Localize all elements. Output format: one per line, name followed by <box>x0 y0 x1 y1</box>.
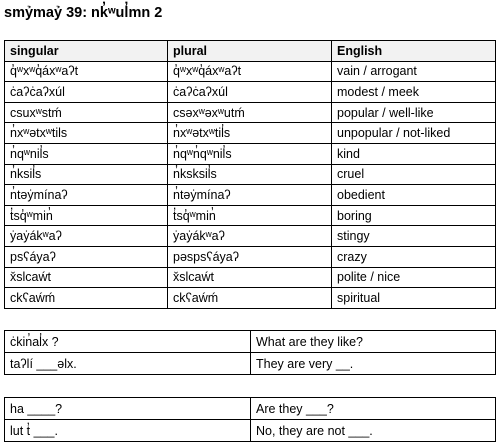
english-cell: boring <box>332 205 496 226</box>
singular-cell: psʕáyaʔ <box>5 246 168 267</box>
table-row <box>5 267 496 288</box>
phrase-row <box>5 420 496 442</box>
table-row <box>5 164 496 185</box>
header-singular: singular <box>5 41 168 62</box>
table-row <box>5 205 496 226</box>
phrase-salish-cell: taʔlí ___əlx. <box>5 353 251 375</box>
plural-cell: csəxʷəxʷutḿ <box>168 102 332 123</box>
phrase-english-cell: Are they ___? <box>251 398 496 420</box>
plural-cell: ckʕaẃḿ <box>168 288 332 309</box>
phrase-salish-cell: ha ____? <box>5 398 251 420</box>
plural-cell: ẏaẏákʷaʔ <box>168 226 332 247</box>
page-title: smỷmaỷ 39: nk̓ʷul̓mn 2 <box>4 5 163 21</box>
phrase-row <box>5 331 496 353</box>
phrase-english-cell: What are they like? <box>251 331 496 353</box>
phrase-row <box>5 353 496 375</box>
plural-cell: n̓ksksil̓s <box>168 164 332 185</box>
plural-cell: x̌slcaẃt <box>168 267 332 288</box>
singular-cell: x̌slcaẃt <box>5 267 168 288</box>
phrase-salish-cell: ċkin̓al̓x ? <box>5 331 251 353</box>
table-row <box>5 185 496 206</box>
table-row <box>5 123 496 144</box>
table-row <box>5 82 496 103</box>
english-cell: spiritual <box>332 288 496 309</box>
english-cell: popular / well-like <box>332 102 496 123</box>
english-cell: unpopular / not-liked <box>332 123 496 144</box>
english-cell: kind <box>332 143 496 164</box>
phrase-english-cell: They are very __. <box>251 353 496 375</box>
plural-cell: pəspsʕáyaʔ <box>168 246 332 267</box>
english-cell: cruel <box>332 164 496 185</box>
english-cell: stingy <box>332 226 496 247</box>
english-cell: vain / arrogant <box>332 61 496 82</box>
table-row <box>5 226 496 247</box>
phrase-salish-cell: lut t̓ ___. <box>5 420 251 442</box>
singular-cell: n̓xʷətxʷtils <box>5 123 168 144</box>
phrase-row <box>5 398 496 420</box>
english-cell: polite / nice <box>332 267 496 288</box>
plural-cell: ċaʔċaʔxúl <box>168 82 332 103</box>
singular-cell: n̓təẏmínaʔ <box>5 185 168 206</box>
english-cell: obedient <box>332 185 496 206</box>
plural-cell: q̓ʷxʷq̓áxʷaʔt <box>168 61 332 82</box>
vocabulary-table <box>4 40 496 309</box>
yes-no-phrase-table <box>4 397 496 442</box>
singular-cell: ckʕaẃḿ <box>5 288 168 309</box>
table-header-row <box>5 41 496 62</box>
singular-cell: q̓ʷxʷq̓áxʷaʔt <box>5 61 168 82</box>
singular-cell: ẏaẏákʷaʔ <box>5 226 168 247</box>
table-row <box>5 288 496 309</box>
english-cell: modest / meek <box>332 82 496 103</box>
table-row <box>5 102 496 123</box>
plural-cell: n̓təẏmínaʔ <box>168 185 332 206</box>
plural-cell: n̓qʷn̓qʷnil̓s <box>168 143 332 164</box>
plural-cell: t̓sq̓ʷmin̓ <box>168 205 332 226</box>
singular-cell: ċaʔċaʔxúl <box>5 82 168 103</box>
header-english: English <box>332 41 496 62</box>
table-row <box>5 143 496 164</box>
plural-cell: n̓xʷətxʷtil̓s <box>168 123 332 144</box>
singular-cell: t̓sq̓ʷmin̓ <box>5 205 168 226</box>
question-phrase-table <box>4 330 496 375</box>
header-plural: plural <box>168 41 332 62</box>
singular-cell: csuxʷstḿ <box>5 102 168 123</box>
table-row <box>5 246 496 267</box>
singular-cell: n̓ksil̓s <box>5 164 168 185</box>
phrase-english-cell: No, they are not ___. <box>251 420 496 442</box>
table-row <box>5 61 496 82</box>
singular-cell: n̓qʷnil̓s <box>5 143 168 164</box>
english-cell: crazy <box>332 246 496 267</box>
